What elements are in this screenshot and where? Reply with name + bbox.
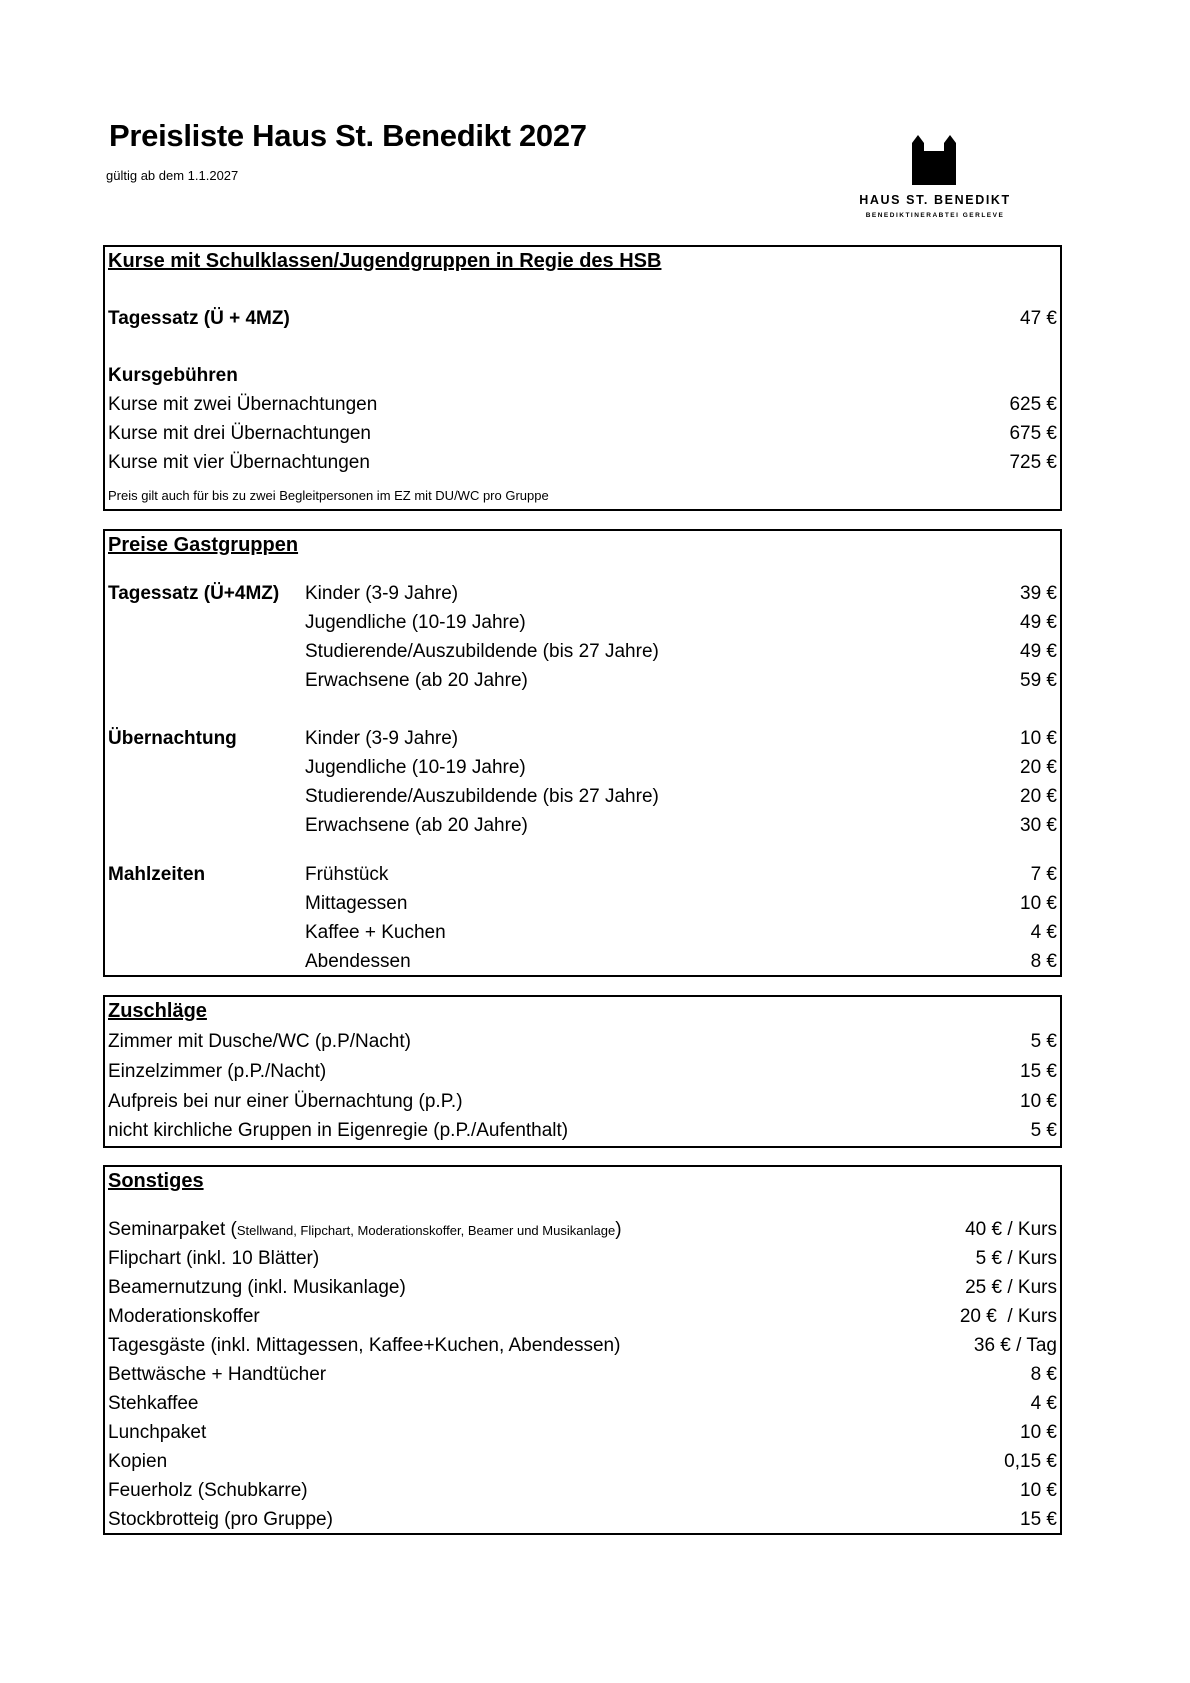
price-value: 39 € xyxy=(1020,583,1057,604)
price-label: Beamernutzung (inkl. Musikanlage) xyxy=(108,1277,406,1298)
group-label: Mahlzeiten xyxy=(108,864,206,885)
price-row xyxy=(108,947,1057,976)
seminar-label: Seminarpaket ( xyxy=(108,1219,237,1240)
price-label: Bettwäsche + Handtücher xyxy=(108,1364,327,1385)
price-row xyxy=(108,1116,1057,1145)
price-value: 20 € xyxy=(1020,757,1057,778)
valid-from-date: gültig ab dem 1.1.2027 xyxy=(106,168,239,183)
section-misc xyxy=(103,1165,1062,1535)
price-label: Tagesgäste (inkl. Mittagessen, Kaffee+Kuchen, Abendessen) xyxy=(108,1335,621,1356)
section-heading: Zuschläge xyxy=(108,1000,207,1022)
price-value: 49 € xyxy=(1020,612,1057,633)
logo-name: HAUS ST. BENEDIKT xyxy=(859,193,1011,207)
price-label: Kurse mit zwei Übernachtungen xyxy=(108,394,378,415)
price-row xyxy=(108,1331,1057,1360)
price-row xyxy=(108,1418,1057,1447)
price-label: Kurse mit vier Übernachtungen xyxy=(108,452,370,473)
price-value: 5 € xyxy=(1030,1120,1057,1141)
price-label: Tagessatz (Ü + 4MZ) xyxy=(108,308,290,329)
price-value: 0,15 € xyxy=(1004,1451,1057,1472)
price-value: 10 € xyxy=(1020,1480,1057,1501)
price-label: Kaffee + Kuchen xyxy=(305,922,446,943)
price-row xyxy=(108,889,1057,918)
price-row xyxy=(108,390,1057,419)
price-row xyxy=(108,1360,1057,1389)
price-label: Frühstück xyxy=(305,864,389,885)
price-row xyxy=(108,1302,1057,1331)
section-heading: Sonstiges xyxy=(108,1170,204,1192)
price-row xyxy=(108,782,1057,811)
section-courses xyxy=(103,245,1062,511)
price-label: Erwachsene (ab 20 Jahre) xyxy=(305,670,528,691)
price-label: Abendessen xyxy=(305,951,411,972)
price-row xyxy=(108,753,1057,782)
price-label: Feuerholz (Schubkarre) xyxy=(108,1480,308,1501)
section-heading: Preise Gastgruppen xyxy=(108,534,299,556)
price-row xyxy=(108,448,1057,477)
price-row xyxy=(108,1244,1057,1273)
price-value: 15 € xyxy=(1020,1509,1057,1530)
price-label: Kinder (3-9 Jahre) xyxy=(305,728,459,749)
price-value: 10 € xyxy=(1020,1091,1057,1112)
group-label: Tagessatz (Ü+4MZ) xyxy=(108,583,280,604)
price-value: 10 € xyxy=(1020,728,1057,749)
price-label: Aufpreis bei nur einer Übernachtung (p.P.) xyxy=(108,1091,463,1112)
price-label: Studierende/Auszubildende (bis 27 Jahre) xyxy=(305,786,659,807)
price-label: Kurse mit drei Übernachtungen xyxy=(108,423,371,444)
price-value: 5 € / Kurs xyxy=(975,1248,1057,1269)
price-row xyxy=(108,918,1057,947)
price-label: Flipchart (inkl. 10 Blätter) xyxy=(108,1248,320,1269)
price-row xyxy=(108,1215,1057,1244)
logo-subtitle: BENEDIKTINERABTEI GERLEVE xyxy=(865,212,1005,219)
price-row xyxy=(108,304,1057,333)
price-value: 40 € / Kurs xyxy=(965,1219,1057,1240)
price-value: 30 € xyxy=(1020,815,1057,836)
subsection-heading: Kursgebühren xyxy=(108,365,238,386)
price-value: 20 € / Kurs xyxy=(959,1306,1057,1327)
price-value: 7 € xyxy=(1030,864,1057,885)
price-value: 49 € xyxy=(1020,641,1057,662)
price-row xyxy=(108,1447,1057,1476)
price-row xyxy=(108,1505,1057,1534)
price-row xyxy=(108,1087,1057,1116)
price-row xyxy=(108,1027,1057,1056)
price-label: Jugendliche (10-19 Jahre) xyxy=(305,757,526,778)
price-row xyxy=(108,637,1057,666)
price-label: Erwachsene (ab 20 Jahre) xyxy=(305,815,528,836)
price-value: 15 € xyxy=(1020,1061,1057,1082)
price-label: Kinder (3-9 Jahre) xyxy=(305,583,459,604)
price-value: 4 € xyxy=(1030,922,1057,943)
price-label: Zimmer mit Dusche/WC (p.P/Nacht) xyxy=(108,1031,411,1052)
section-surcharges xyxy=(103,995,1062,1148)
price-label: nicht kirchliche Gruppen in Eigenregie (p.P./Aufenthalt) xyxy=(108,1120,569,1141)
seminar-close: ) xyxy=(615,1219,622,1240)
price-value: 725 € xyxy=(1009,452,1057,473)
price-value: 59 € xyxy=(1020,670,1057,691)
price-row xyxy=(108,724,1057,753)
price-label: Mittagessen xyxy=(305,893,408,914)
price-value: 8 € xyxy=(1030,1364,1057,1385)
price-value: 20 € xyxy=(1020,786,1057,807)
price-value: 4 € xyxy=(1030,1393,1057,1414)
price-row xyxy=(108,1389,1057,1418)
price-label: Einzelzimmer (p.P./Nacht) xyxy=(108,1061,327,1082)
section-guest-groups xyxy=(103,529,1062,977)
price-label: Stockbrotteig (pro Gruppe) xyxy=(108,1509,333,1530)
price-row xyxy=(108,419,1057,448)
price-value: 47 € xyxy=(1020,308,1057,329)
price-row xyxy=(108,666,1057,695)
price-label: Studierende/Auszubildende (bis 27 Jahre) xyxy=(305,641,659,662)
price-row xyxy=(108,811,1057,840)
price-value: 8 € xyxy=(1030,951,1057,972)
seminar-detail: Stellwand, Flipchart, Moderationskoffer, Beamer und Musikanlage xyxy=(236,1223,616,1238)
page-title: Preisliste Haus St. Benedikt 2027 xyxy=(109,118,587,153)
price-value: 675 € xyxy=(1009,423,1057,444)
price-value: 36 € / Tag xyxy=(973,1335,1057,1356)
price-label: Lunchpaket xyxy=(108,1422,207,1443)
price-row xyxy=(108,1057,1057,1086)
price-label xyxy=(108,1215,622,1245)
logo xyxy=(850,133,1020,228)
price-label: Kopien xyxy=(108,1451,168,1472)
price-value: 5 € xyxy=(1030,1031,1057,1052)
price-row xyxy=(108,860,1057,889)
section-heading: Kurse mit Schulklassen/Jugendgruppen in Regie des HSB xyxy=(108,250,662,272)
price-label: Moderationskoffer xyxy=(108,1306,260,1327)
footnote: Preis gilt auch für bis zu zwei Begleitpersonen im EZ mit DU/WC pro Gruppe xyxy=(108,488,549,503)
price-label: Jugendliche (10-19 Jahre) xyxy=(305,612,526,633)
price-row xyxy=(108,579,1057,608)
price-value: 25 € / Kurs xyxy=(965,1277,1057,1298)
group-label: Übernachtung xyxy=(108,728,237,749)
price-row xyxy=(108,608,1057,637)
price-value: 10 € xyxy=(1020,1422,1057,1443)
price-label: Stehkaffee xyxy=(108,1393,199,1414)
abbey-towers-icon xyxy=(912,135,956,185)
price-value: 10 € xyxy=(1020,893,1057,914)
price-value: 625 € xyxy=(1009,394,1057,415)
price-row xyxy=(108,1273,1057,1302)
price-row xyxy=(108,1476,1057,1505)
